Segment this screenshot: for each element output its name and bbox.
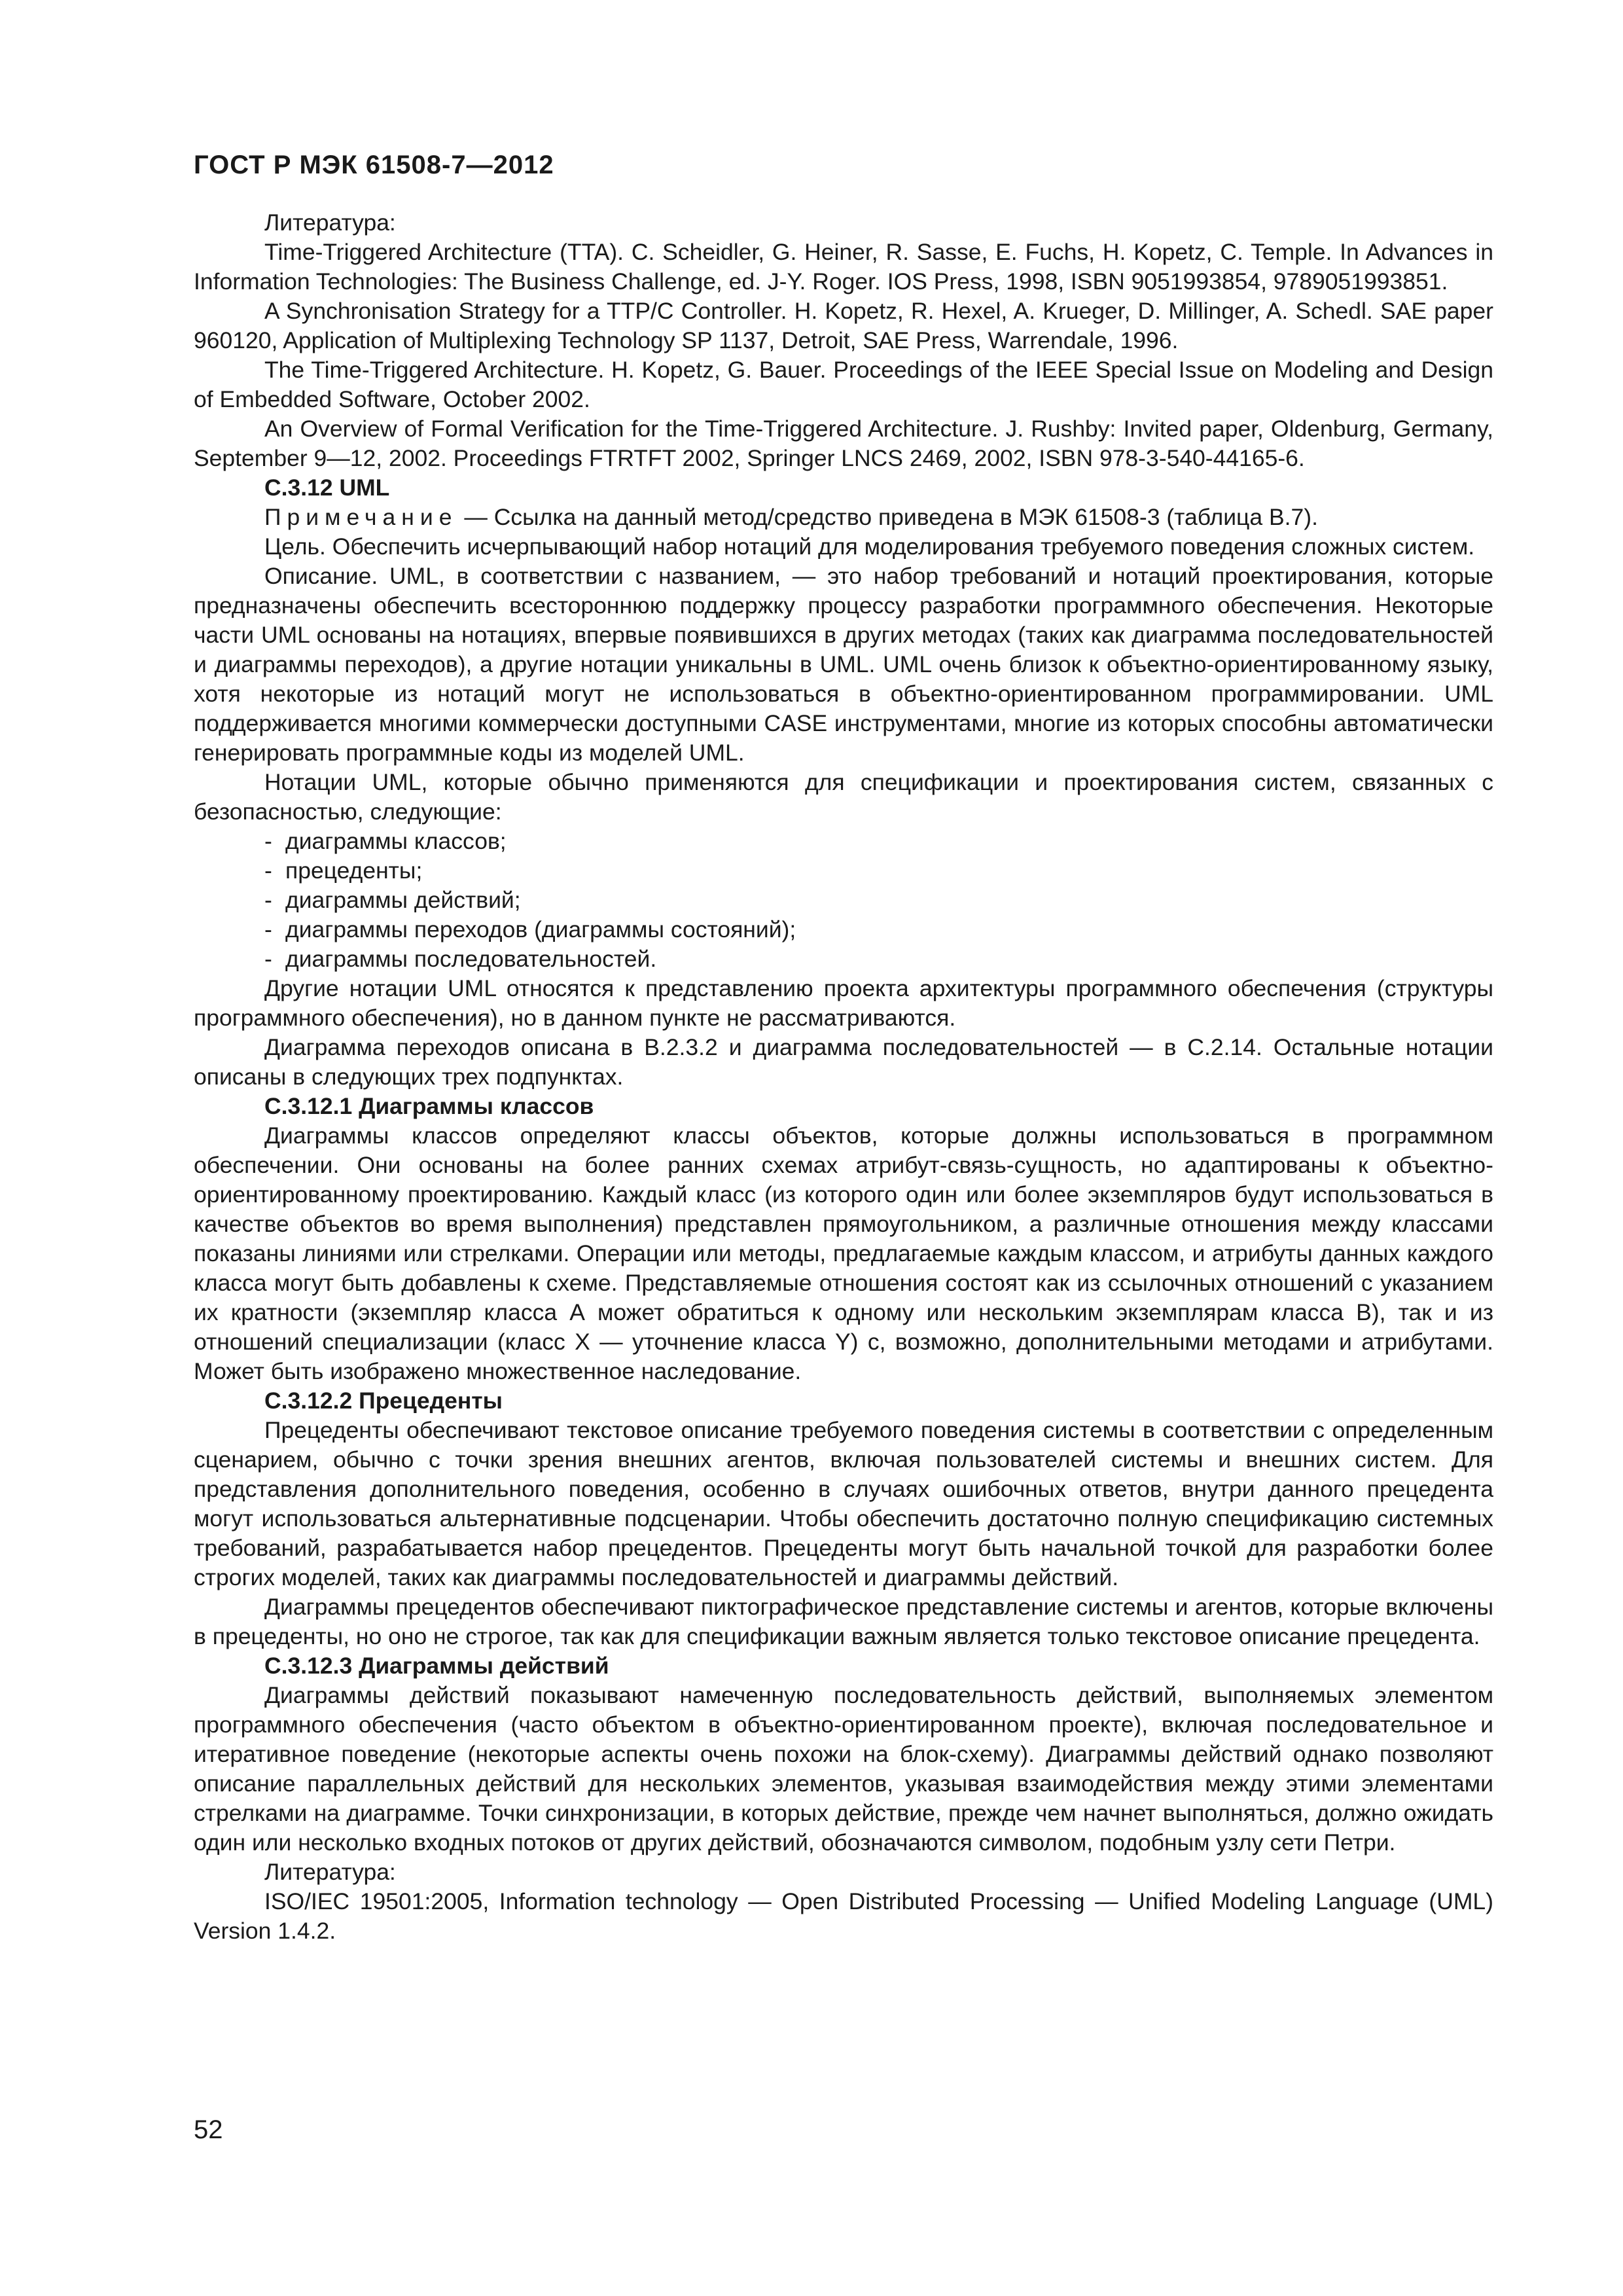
literature-label: Литература: [264, 1859, 396, 1885]
subsection-heading-activity-diagrams: C.3.12.3 Диаграммы действий [264, 1653, 609, 1679]
aim-paragraph: Цель. Обеспечить исчерпывающий набор нотаций для моделирования требуемого поведения сложных систем. [264, 533, 1475, 560]
other-notations-paragraph: Другие нотации UML относятся к представлению проекта архитектуры программного обеспечения (структуры программного обеспечения), но в данном пункте не рассматриваются. [194, 975, 1493, 1031]
subsection-heading-class-diagrams: C.3.12.1 Диаграммы классов [264, 1093, 594, 1119]
note-text: — Ссылка на данный метод/средство приведена в МЭК 61508-3 (таблица В.7). [457, 504, 1318, 530]
list-item: - диаграммы переходов (диаграммы состояний); [264, 916, 796, 942]
class-diagrams-paragraph: Диаграммы классов определяют классы объектов, которые должны использоваться в программном обеспечении. Они основаны на более ранних схемах атрибут-связь-сущность, но адаптированы к объектно-ориентированному проектированию. Каждый класс (из которого один или более экземпляров будут использоваться в качестве объектов во время выполнения) представлен прямоугольником, а различные отношения между классами показаны линиями или стрелками. Операции или методы, предлагаемые каждым классом, и атрибуты данных каждого класса могут быть добавлены к схеме. Представляемые отношения состоят как из ссылочных отношений с указанием их кратности (экземпляр класса А может обратиться к одному или нескольким экземплярам класса В), так и из отношений специализации (класс X — уточнение класса Y) с, возможно, дополнительными методами и атрибутами. Может быть изображено множественное наследование. [194, 1122, 1493, 1384]
reference-item: The Time-Triggered Architecture. H. Kopetz, G. Bauer. Proceedings of the IEEE Special Issue on Modeling and Design of Embedded Software, October 2002. [194, 357, 1493, 412]
list-item: - диаграммы классов; [264, 828, 507, 854]
list-item: - диаграммы действий; [264, 887, 521, 913]
reference-item: ISO/IEC 19501:2005, Information technology — Open Distributed Processing — Unified Modeling Language (UML) Version 1.4.2. [194, 1888, 1493, 1944]
note-label: Примечание [264, 504, 458, 530]
reference-item: Time-Triggered Architecture (TTA). C. Scheidler, G. Heiner, R. Sasse, E. Fuchs, H. Kopetz, C. Temple. In Advances in Information Technologies: The Business Challenge, ed. J-Y. Roger. IOS Press, 1998, ISBN 9051993854, 9789051993851. [194, 239, 1493, 295]
activity-diagrams-paragraph: Диаграммы действий показывают намеченную последовательность действий, выполняемых элементом программного обеспечения (часто объектом в объектно-ориентированном проекте), включая последовательное и итеративное поведение (некоторые аспекты очень похожи на блок-схему). Диаграммы действий однако позволяют описание параллельных действий для нескольких элементов, указывая взаимодействия между этими элементами стрелками на диаграмме. Точки синхронизации, в которых действие, прежде чем начнет выполняться, должно ожидать один или несколько входных потоков от других действий, обозначаются символом, подобным узлу сети Петри. [194, 1682, 1493, 1856]
section-heading: C.3.12 UML [264, 475, 390, 501]
use-case-diagrams-paragraph: Диаграммы прецедентов обеспечивают пиктографическое представление системы и агентов, которые включены в прецеденты, но оно не строгое, так как для спецификации важным является только текстовое описание прецедента. [194, 1594, 1493, 1649]
literature-label: Литература: [264, 209, 396, 236]
use-cases-paragraph: Прецеденты обеспечивают текстовое описание требуемого поведения системы в соответствии с определенным сценарием, обычно с точки зрения внешних агентов, включая пользователей системы и внешних систем. Для представления дополнительного поведения, особенно в случаях ошибочных ответов, внутри данного прецедента могут использоваться альтернативные подсценарии. Чтобы обеспечить достаточно полную спецификацию системных требований, разрабатывается набор прецедентов. Прецеденты могут быть начальной точкой для разработки более строгих моделей, таких как диаграммы последовательностей и диаграммы действий. [194, 1417, 1493, 1590]
document-header-title: ГОСТ Р МЭК 61508-7—2012 [194, 151, 554, 179]
document-body [194, 208, 1493, 1946]
notations-list [194, 827, 1493, 974]
list-item: - диаграммы последовательностей. [264, 946, 657, 972]
notations-intro-paragraph: Нотации UML, которые обычно применяются для спецификации и проектирования систем, связанных с безопасностью, следующие: [194, 769, 1493, 825]
reference-item: An Overview of Formal Verification for the Time-Triggered Architecture. J. Rushby: Invited paper, Oldenburg, Germany, September 9—12, 2002. Proceedings FTRTFT 2002, Springer LNCS 2469, 2002, ISBN 978-3-540-44165-6. [194, 416, 1493, 471]
description-paragraph: Описание. UML, в соответствии с названием, — это набор требований и нотаций проектирования, которые предназначены обеспечить всестороннюю поддержку процессу разработки программного обеспечения. Некоторые части UML основаны на нотациях, впервые появившихся в других методах (таких как диаграмма последовательностей и диаграммы переходов), а другие нотации уникальны в UML. UML очень близок к объектно-ориентированному языку, хотя некоторые из нотаций могут не использоваться в объектно-ориентированном программировании. UML поддерживается многими коммерчески доступными CASE инструментами, многие из которых способны автоматически генерировать программные коды из моделей UML. [194, 563, 1493, 766]
transitions-paragraph: Диаграмма переходов описана в В.2.3.2 и диаграмма последовательностей — в С.2.14. Остальные нотации описаны в следующих трех подпунктах. [194, 1034, 1493, 1090]
page-number: 52 [194, 2115, 223, 2144]
reference-item: A Synchronisation Strategy for a TTP/C Controller. H. Kopetz, R. Hexel, A. Krueger, D. Millinger, A. Schedl. SAE paper 960120, Application of Multiplexing Technology SP 1137, Detroit, SAE Press, Warrendale, 1996. [194, 298, 1493, 353]
subsection-heading-use-cases: C.3.12.2 Прецеденты [264, 1388, 503, 1414]
list-item: - прецеденты; [264, 857, 423, 884]
note-paragraph [194, 503, 1493, 532]
